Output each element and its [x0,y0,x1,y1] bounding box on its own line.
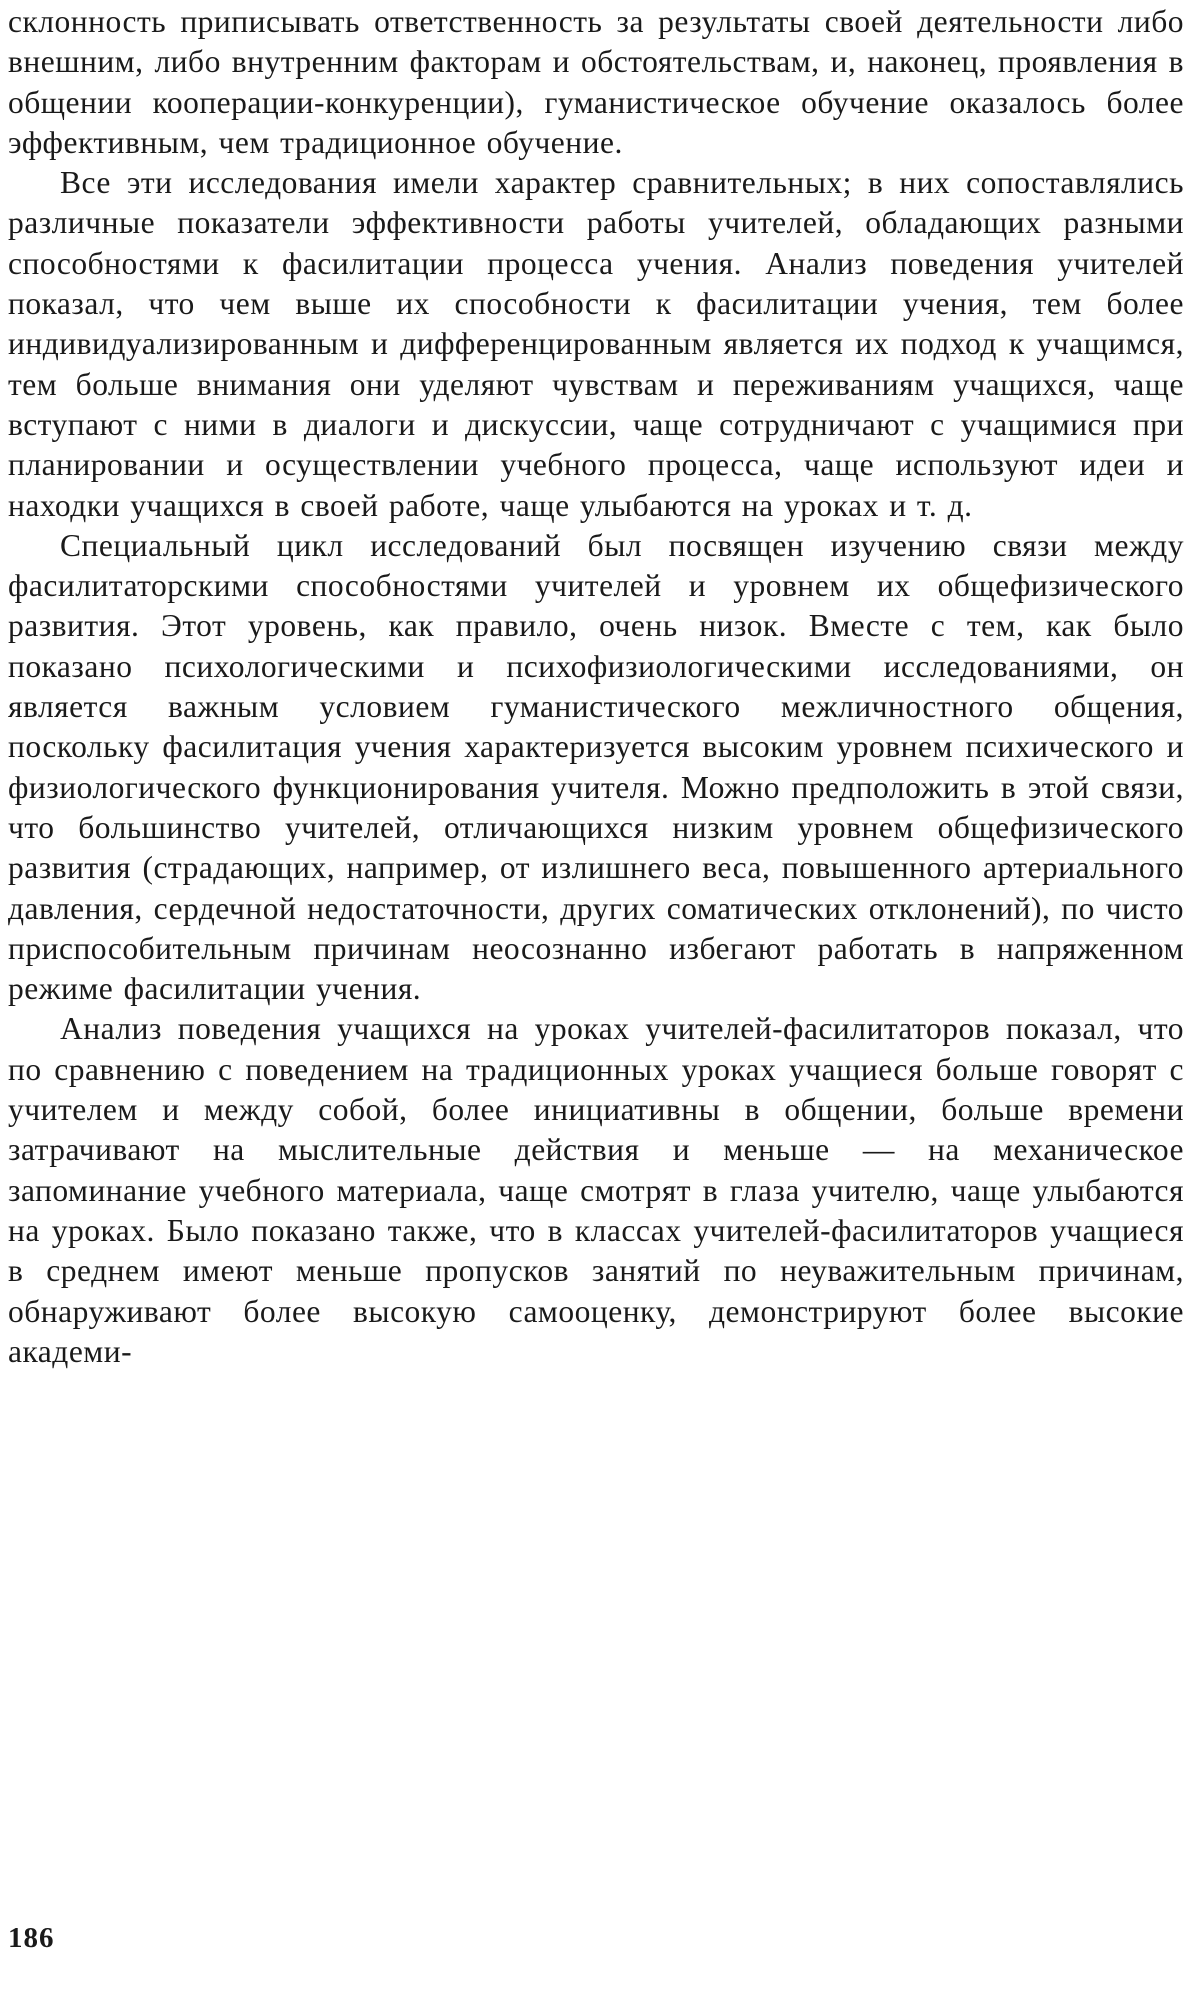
paragraph-physical-development: Специальный цикл исследований был посвящен изучению связи между фасилитаторскими способностями учителей и уровнем их общефизического развития. Этот уровень, как правило, очень низок. Вместе с тем, как было показано психологическими и психофизиологическими исследованиями, он является важным условием гуманистического межличностного общения, поскольку фасилитация учения характеризуется высоким уровнем психического и физиологического функционирования учителя. Можно предположить в этой связи, что большинство учителей, отличающихся низким уровнем общефизического развития (страдающих, например, от излишнего веса, повышенного артериального давления, сердечной недостаточности, других соматических отклонений), по чисто приспособительным причинам неосознанно избегают работать в напряженном режиме фасилитации учения. [8,527,1184,1007]
paragraph-student-behavior: Анализ поведения учащихся на уроках учителей-фасилитаторов показал, что по сравнению с поведением на традиционных уроках учащиеся больше говорят с учителем и между собой, более инициативны в общении, больше времени затрачивают на мыслительные действия и меньше — на механическое запоминание учебного материала, чаще смотрят в глаза учителю, чаще улыбаются на уроках. Было показано также, что в классах учителей-фасилитаторов учащиеся в среднем имеют меньше пропусков занятий по неуважительным причинам, обнаруживают более высокую самооценку, демонстрируют более высокие академи- [8,1011,1184,1369]
body-text [8,2,1184,1372]
page-number: 186 [8,1922,55,1954]
paragraph-comparative-studies: Все эти исследования имели характер сравнительных; в них сопоставлялись различные показатели эффективности работы учителей, обладающих разными способностями к фасилитации процесса учения. Анализ поведения учителей показал, что чем выше их способности к фасилитации учения, тем более индивидуализированным и дифференцированным является их подход к учащимся, тем больше внимания они уделяют чувствам и переживаниям учащихся, чаще вступают с ними в диалоги и дискуссии, чаще сотрудничают с учащимися при планировании и осуществлении учебного процесса, чаще используют идеи и находки учащихся в своей работе, чаще улыбаются на уроках и т. д. [8,165,1184,523]
paragraph-continuation: склонность приписывать ответственность за результаты своей деятельности либо внешним, либо внутренним факторам и обстоятельствам, и, наконец, проявления в общении кооперации-конкуренции), гуманистическое обучение оказалось более эффективным, чем традиционное обучение. [8,4,1184,160]
